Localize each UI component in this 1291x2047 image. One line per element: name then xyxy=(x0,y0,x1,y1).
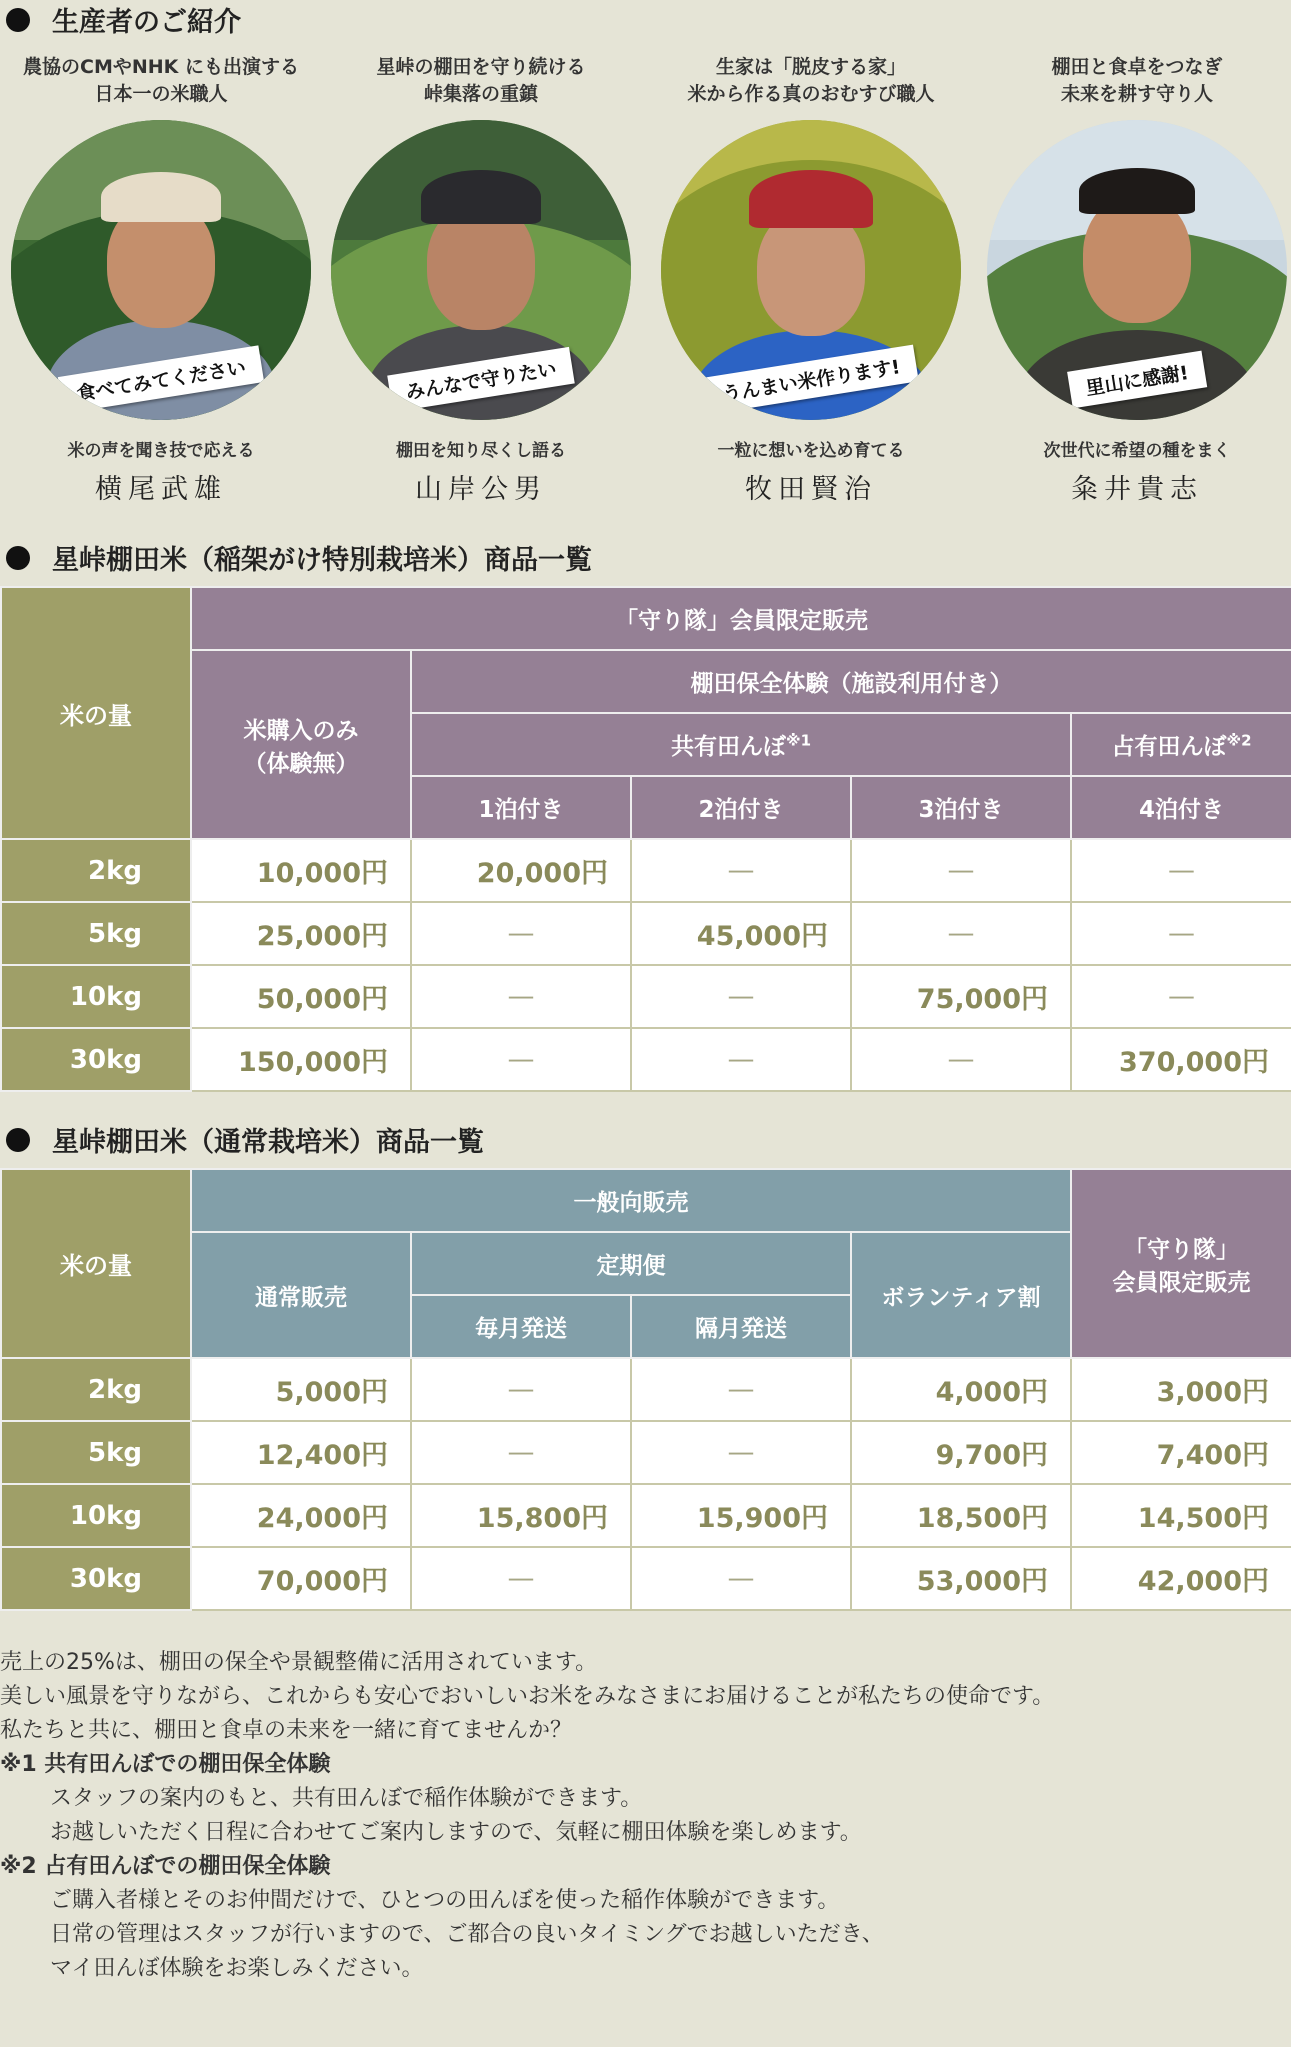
empty-cell: — xyxy=(631,1028,851,1091)
bullet-icon xyxy=(6,1128,30,1152)
intro-line: 売上の25%は、棚田の保全や景観整備に活用されています。 xyxy=(0,1650,598,1675)
empty-cell: — xyxy=(851,839,1071,902)
volunteer-discount-header: ボランティア割 xyxy=(851,1232,1071,1358)
qty-cell: 5kg xyxy=(1,1421,191,1484)
empty-cell: — xyxy=(631,1358,851,1421)
bimonthly-header: 隔月発送 xyxy=(631,1295,851,1358)
regular-rice-price-table xyxy=(0,1168,1291,1611)
producers-section-title xyxy=(0,0,241,39)
nights-header: 1泊付き xyxy=(411,776,631,839)
table-row xyxy=(1,1421,1291,1484)
qty-cell: 5kg xyxy=(1,902,191,965)
producer-role: 棚田を知り尽くし語る xyxy=(396,441,566,461)
table2-title-text: 星峠棚田米（通常栽培米）商品一覧 xyxy=(52,1127,484,1158)
producer-card-3 xyxy=(650,54,972,506)
subscription-header: 定期便 xyxy=(411,1232,851,1295)
empty-cell: — xyxy=(1071,902,1291,965)
rice-only-header: 米購入のみ （体験無） xyxy=(191,650,411,839)
price-cell: 9,700円 xyxy=(851,1421,1071,1484)
nights-header: 3泊付き xyxy=(851,776,1071,839)
empty-cell: — xyxy=(411,902,631,965)
qty-cell: 30kg xyxy=(1,1028,191,1091)
intro-line: 美しい風景を守りながら、これからも安心でおいしいお米をみなさまにお届けることが私たちの使命です。 xyxy=(0,1684,1055,1709)
table-row xyxy=(1,1547,1291,1610)
qty-cell: 30kg xyxy=(1,1547,191,1610)
producer-photo xyxy=(987,120,1287,420)
table1-title-text: 星峠棚田米（稲架がけ特別栽培米）商品一覧 xyxy=(52,545,592,576)
table-row xyxy=(1,902,1291,965)
intro-line: 私たちと共に、棚田と食卓の未来を一緒に育てませんか？ xyxy=(0,1718,573,1743)
price-cell: 150,000円 xyxy=(191,1028,411,1091)
table-row xyxy=(1,1358,1291,1421)
qty-header: 米の量 xyxy=(1,1169,191,1358)
price-cell: 370,000円 xyxy=(1071,1028,1291,1091)
price-cell: 53,000円 xyxy=(851,1547,1071,1610)
producer-name: 牧田賢治 xyxy=(745,474,877,505)
producer-message-sign: 食べてみてください xyxy=(58,345,264,413)
producer-role: 米の声を聞き技で応える xyxy=(67,441,255,461)
producer-photo xyxy=(11,120,311,420)
price-cell: 15,900円 xyxy=(631,1484,851,1547)
bullet-icon xyxy=(6,546,30,570)
member-only-header: 「守り隊」会員限定販売 xyxy=(191,587,1291,650)
price-cell: 70,000円 xyxy=(191,1547,411,1610)
price-cell: 25,000円 xyxy=(191,902,411,965)
price-cell: 45,000円 xyxy=(631,902,851,965)
qty-cell: 2kg xyxy=(1,839,191,902)
private-field-header: 占有田んぼ$^{※2}$ xyxy=(1071,713,1291,776)
note2-title: ※2 占有田んぼでの棚田保全体験 xyxy=(0,1854,331,1879)
empty-cell: — xyxy=(411,965,631,1028)
empty-cell: — xyxy=(411,1028,631,1091)
price-cell: 14,500円 xyxy=(1071,1484,1291,1547)
price-cell: 4,000円 xyxy=(851,1358,1071,1421)
normal-sale-header: 通常販売 xyxy=(191,1232,411,1358)
empty-cell: — xyxy=(411,1547,631,1610)
price-cell: 75,000円 xyxy=(851,965,1071,1028)
producers-title-text: 生産者のご紹介 xyxy=(52,7,241,38)
producer-message-sign: うんまい米作ります! xyxy=(704,345,919,415)
note1-line: スタッフの案内のもと、共有田んぼで稲作体験ができます。 xyxy=(50,1786,643,1811)
table2-section-title xyxy=(0,1120,484,1159)
note1-line: お越しいただく日程に合わせてご案内しますので、気軽に棚田体験を楽しめます。 xyxy=(50,1820,862,1845)
producer-photo xyxy=(661,120,961,420)
producer-card-2 xyxy=(320,54,642,506)
producer-role: 次世代に希望の種をまく xyxy=(1043,441,1231,461)
producer-role: 一粒に想いを込め育てる xyxy=(717,441,905,461)
shared-field-header: 共有田んぼ$^{※1}$ xyxy=(411,713,1071,776)
table1-section-title xyxy=(0,538,592,577)
qty-cell: 10kg xyxy=(1,965,191,1028)
note2-line: マイ田んぼ体験をお楽しみください。 xyxy=(50,1956,424,1981)
qty-header: 米の量 xyxy=(1,587,191,839)
empty-cell: — xyxy=(631,1421,851,1484)
price-cell: 7,400円 xyxy=(1071,1421,1291,1484)
producer-name: 山岸公男 xyxy=(415,474,547,505)
empty-cell: — xyxy=(631,965,851,1028)
producer-photo xyxy=(331,120,631,420)
price-cell: 18,500円 xyxy=(851,1484,1071,1547)
empty-cell: — xyxy=(631,839,851,902)
note2-line: 日常の管理はスタッフが行いますので、ご都合の良いタイミングでお越しいただき、 xyxy=(50,1922,884,1947)
experience-header: 棚田保全体験（施設利用付き） xyxy=(411,650,1291,713)
qty-cell: 2kg xyxy=(1,1358,191,1421)
producer-caption: 星峠の棚田を守り続ける 峠集落の重鎮 xyxy=(376,56,586,105)
price-cell: 10,000円 xyxy=(191,839,411,902)
price-cell: 12,400円 xyxy=(191,1421,411,1484)
special-rice-price-table xyxy=(0,586,1291,1092)
price-cell: 50,000円 xyxy=(191,965,411,1028)
producer-card-1 xyxy=(0,54,322,506)
price-cell: 3,000円 xyxy=(1071,1358,1291,1421)
producer-name: 粂井貴志 xyxy=(1071,474,1203,505)
empty-cell: — xyxy=(851,1028,1071,1091)
table-row xyxy=(1,1484,1291,1547)
producer-caption: 棚田と食卓をつなぎ 未来を耕す守り人 xyxy=(1051,56,1223,105)
empty-cell: — xyxy=(1071,965,1291,1028)
qty-cell: 10kg xyxy=(1,1484,191,1547)
table-row xyxy=(1,1028,1291,1091)
producer-card-4 xyxy=(976,54,1291,506)
table-row xyxy=(1,965,1291,1028)
empty-cell: — xyxy=(631,1547,851,1610)
producer-name: 横尾武雄 xyxy=(95,474,227,505)
table-row xyxy=(1,839,1291,902)
price-cell: 15,800円 xyxy=(411,1484,631,1547)
producer-message-sign: みんなで守りたい xyxy=(387,347,575,412)
monthly-header: 毎月発送 xyxy=(411,1295,631,1358)
bullet-icon xyxy=(6,8,30,32)
member-only-header: 「守り隊」 会員限定販売 xyxy=(1071,1169,1291,1358)
empty-cell: — xyxy=(411,1358,631,1421)
producer-caption: 生家は「脱皮する家」 米から作る真のおむすび職人 xyxy=(687,56,935,105)
price-cell: 5,000円 xyxy=(191,1358,411,1421)
note1-title: ※1 共有田んぼでの棚田保全体験 xyxy=(0,1752,331,1777)
nights-header: 4泊付き xyxy=(1071,776,1291,839)
price-cell: 20,000円 xyxy=(411,839,631,902)
nights-header: 2泊付き xyxy=(631,776,851,839)
note2-line: ご購入者様とそのお仲間だけで、ひとつの田んぼを使った稲作体験ができます。 xyxy=(50,1888,840,1913)
price-cell: 24,000円 xyxy=(191,1484,411,1547)
producer-caption: 農協のCMやNHK にも出演する 日本一の米職人 xyxy=(23,56,299,105)
empty-cell: — xyxy=(851,902,1071,965)
empty-cell: — xyxy=(411,1421,631,1484)
notes-section xyxy=(0,1646,1260,1986)
price-cell: 42,000円 xyxy=(1071,1547,1291,1610)
producer-message-sign: 里山に感謝! xyxy=(1067,351,1207,409)
empty-cell: — xyxy=(1071,839,1291,902)
general-sale-header: 一般向販売 xyxy=(191,1169,1071,1232)
